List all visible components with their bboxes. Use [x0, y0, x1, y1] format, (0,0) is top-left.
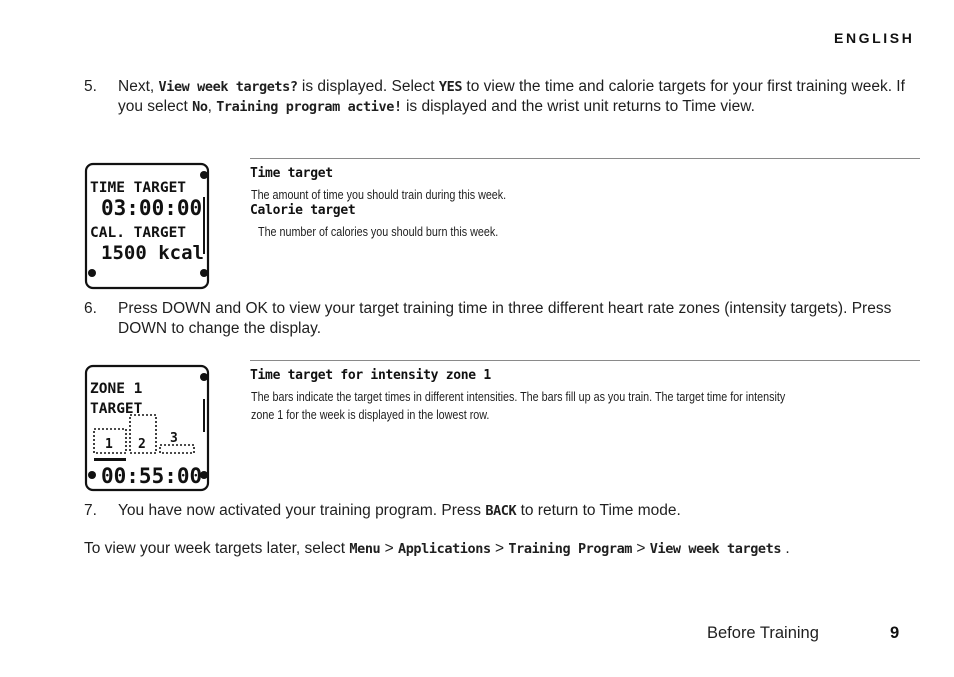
page-number: 9: [890, 624, 900, 642]
command-text: YES: [438, 79, 463, 95]
step-text: You have now activated your training program. Press BACK to return to Time mode.: [118, 502, 681, 519]
term-description: The amount of time you should train during this week.: [251, 188, 507, 202]
path-separator: >: [495, 540, 505, 557]
step-text: Press DOWN and OK to view your target training time in three different heart rate zones (intensity targets). Press DOWN to change the display.: [118, 300, 892, 337]
wrist-unit-display-weekly-targets: [82, 160, 212, 292]
command-text: No: [192, 99, 208, 115]
term-calorie-target: Calorie target: [250, 203, 356, 218]
button-icon: [88, 471, 96, 479]
bar-label: 2: [138, 437, 146, 452]
lcd-target-label: TARGET: [90, 401, 143, 417]
step-text: Next, View week targets? is displayed. Select YES to view the time and calorie targets for your first training week. If you select No, Training program active! is displayed and the wrist unit returns to Time view.: [118, 78, 905, 115]
command-text: Training program active!: [216, 99, 402, 115]
lcd-line-3: CAL. TARGET: [90, 225, 187, 241]
divider: [250, 360, 920, 361]
lcd-time-value: 03:00:00: [101, 196, 203, 220]
bar-label: 1: [105, 437, 113, 452]
menu-path-item: View week targets: [649, 541, 782, 557]
menu-path-paragraph: To view your week targets later, select Menu > Applications > Training Program > View week targets .: [84, 540, 790, 557]
wrist-unit-display-zone-target: [82, 362, 212, 494]
step-number: 5.: [84, 78, 97, 95]
menu-path-item: Applications: [397, 541, 491, 557]
bar-label: 3: [170, 431, 178, 446]
path-separator: >: [636, 540, 646, 557]
button-icon: [200, 269, 208, 277]
menu-path-item: Menu: [349, 541, 381, 557]
menu-path-item: Training Program: [508, 541, 633, 557]
lcd-line-1: TIME TARGET: [90, 180, 187, 196]
term-zone-time-target: Time target for intensity zone 1: [250, 368, 491, 383]
language-label: ENGLISH: [834, 30, 915, 46]
command-text: View week targets?: [158, 79, 298, 95]
term-time-target: Time target: [250, 166, 333, 181]
button-icon: [200, 373, 208, 381]
footer-section-title: Before Training: [707, 624, 819, 642]
lcd-time-value: 00:55:00: [101, 464, 203, 488]
command-text: BACK: [485, 503, 517, 519]
button-icon: [88, 269, 96, 277]
lcd-calorie-value: 1500 kcal: [101, 242, 204, 264]
intensity-bars: [94, 415, 194, 461]
intensity-bar-zone-3: [160, 445, 194, 453]
step-number: 6.: [84, 300, 97, 317]
button-icon: [200, 171, 208, 179]
term-description: zone 1 for the week is displayed in the lowest row.: [251, 408, 490, 422]
progress-marker: [94, 458, 126, 461]
term-description: The number of calories you should burn this week.: [258, 225, 499, 239]
divider: [250, 158, 920, 159]
lcd-zone-label: ZONE 1: [90, 381, 143, 397]
step-number: 7.: [84, 502, 97, 519]
path-separator: >: [384, 540, 394, 557]
term-description: The bars indicate the target times in different intensities. The bars fill up as you train. The target time for intensity: [251, 390, 786, 404]
